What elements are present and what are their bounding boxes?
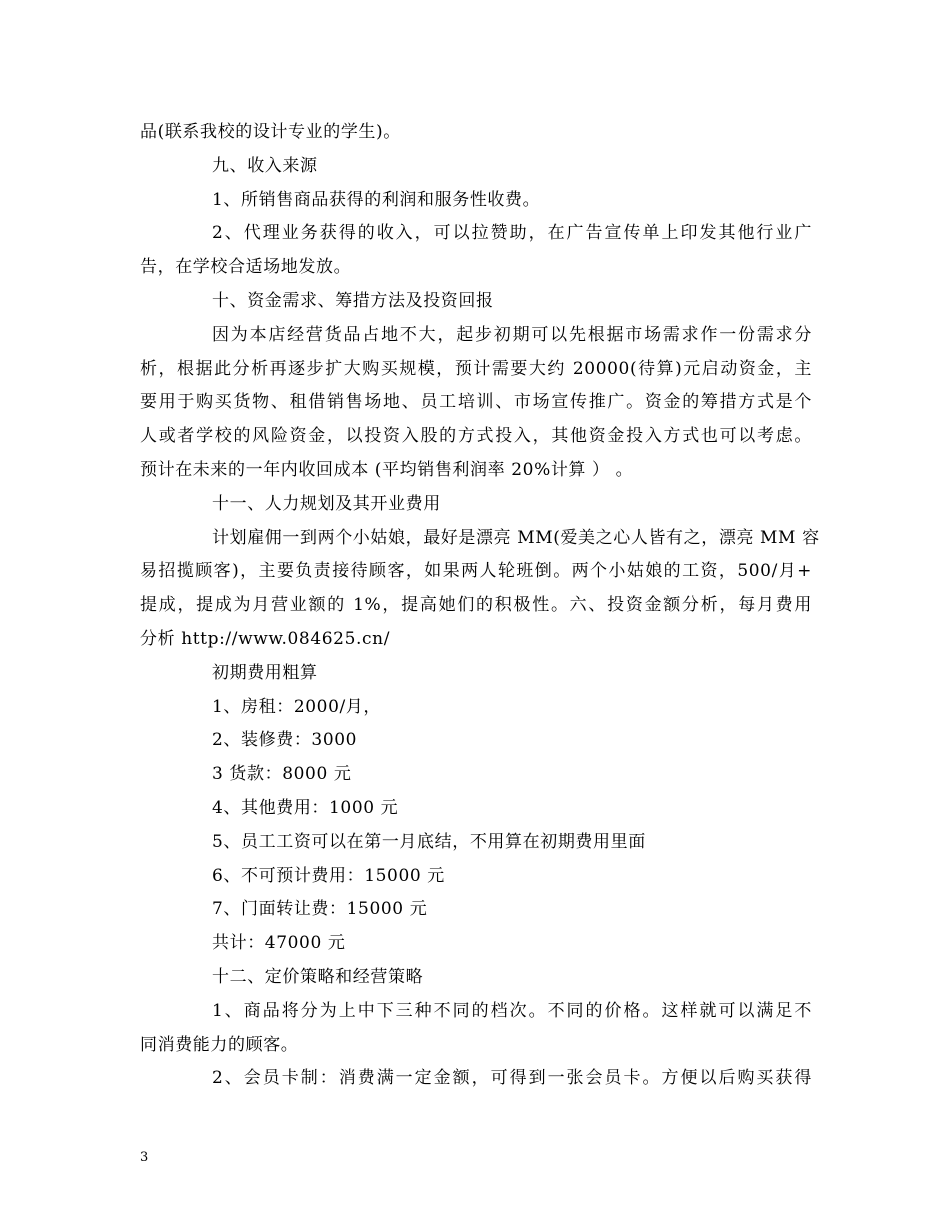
text-line: 计划雇佣一到两个小姑娘，最好是漂亮 MM(爱美之心人皆有之，漂亮 MM 容 [212,527,820,548]
document-body [140,116,820,1096]
text-line: 九、收入来源 [212,155,318,176]
page-number: 3 [140,1150,149,1165]
text-line: 初期费用粗算 [212,662,318,683]
text-line: 分析 http://www.084625.cn/ [140,628,391,649]
text-line: 4、其他费用：1000 元 [212,797,399,818]
text-line: 7、门面转让费：15000 元 [212,899,428,920]
text-line: 6、不可预计费用：15000 元 [212,865,445,886]
text-line: 预计在未来的一年内收回成本 (平均销售利润率 20%计算 ） 。 [140,459,634,480]
text-line: 2、代理业务获得的收入，可以拉赞助，在广告宣传单上印发其他行业广 [212,223,812,244]
text-line: 告，在学校合适场地发放。 [140,257,352,278]
text-line: 1、所销售商品获得的利润和服务性收费。 [212,189,541,210]
text-line: 品(联系我校的设计专业的学生)。 [140,122,401,142]
text-line: 同消费能力的顾客。 [140,1034,299,1055]
text-line: 共计：47000 元 [212,933,346,954]
text-line: 要用于购买货物、租借销售场地、员工培训、市场宣传推广。资金的筹措方式是个 [140,392,812,413]
text-line: 因为本店经营货品占地不大，起步初期可以先根据市场需求作一份需求分 [212,324,812,345]
text-line: 十二、定价策略和经营策略 [212,966,424,987]
text-line: 提成，提成为月营业额的 1%，提高她们的积极性。六、投资金额分析，每月费用 [140,595,812,616]
text-line: 3 货款：8000 元 [212,764,352,785]
text-line: 人或者学校的风险资金，以投资入股的方式投入，其他资金投入方式也可以考虑。 [140,426,812,447]
text-line: 十、资金需求、筹措方法及投资回报 [212,290,494,311]
text-line: 析，根据此分析再逐步扩大购买规模，预计需要大约 20000(待算)元启动资金，主 [140,358,812,379]
text-line: 5、员工工资可以在第一月底结，不用算在初期费用里面 [212,831,646,852]
text-line: 1、商品将分为上中下三种不同的档次。不同的价格。这样就可以满足不 [212,1000,812,1021]
text-line: 1、房租：2000/月， [212,696,382,717]
text-line: 2、会员卡制：消费满一定金额，可得到一张会员卡。方便以后购买获得 [212,1068,812,1089]
text-line: 易招揽顾客)，主要负责接待顾客，如果两人轮班倒。两个小姑娘的工资，500/月+ [140,561,812,582]
text-line: 2、装修费：3000 [212,730,358,751]
text-line: 十一、人力规划及其开业费用 [212,493,441,514]
